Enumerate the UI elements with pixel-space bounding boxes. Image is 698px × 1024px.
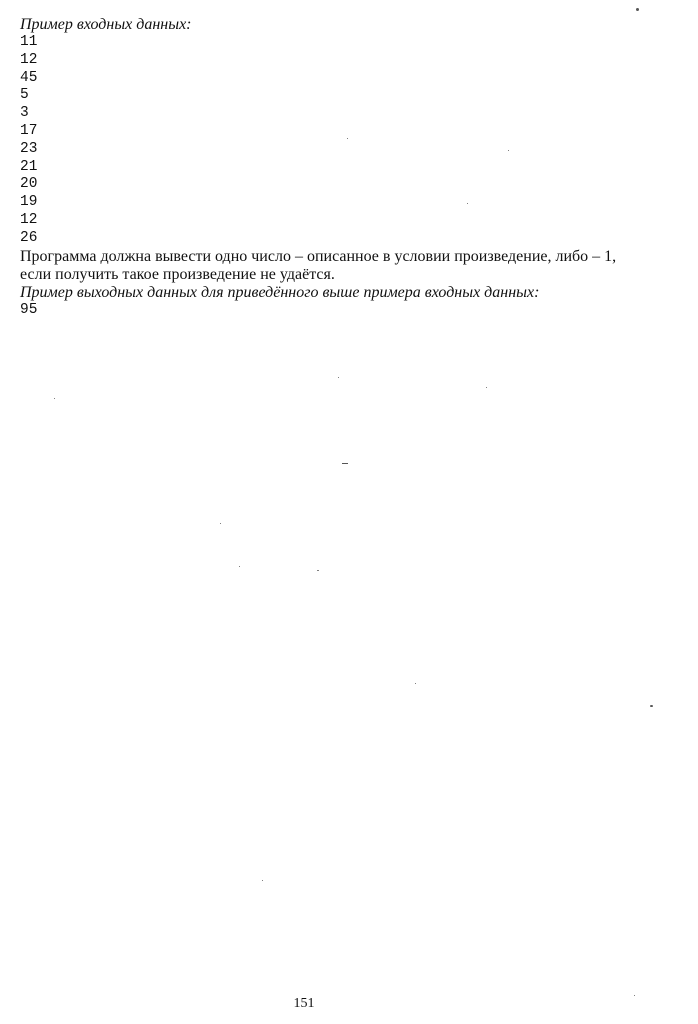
input-value: 19 xyxy=(20,194,38,211)
input-value: 26 xyxy=(20,229,38,246)
output-example-value: 95 xyxy=(20,302,38,318)
output-example-heading: Пример выходных данных для приведённого выше примера входных данных: xyxy=(20,284,540,301)
scan-speck xyxy=(338,377,339,378)
description-line: если получить такое произведение не удаётся. xyxy=(20,266,335,283)
scan-speck xyxy=(415,683,416,684)
input-value: 12 xyxy=(20,211,38,228)
input-example-heading: Пример входных данных: xyxy=(20,16,192,33)
scan-speck xyxy=(347,138,348,139)
input-value: 12 xyxy=(20,51,38,68)
scan-speck xyxy=(262,880,263,881)
input-value: 11 xyxy=(20,34,38,50)
scan-speck xyxy=(650,705,653,707)
output-description xyxy=(20,248,660,302)
input-value: 3 xyxy=(20,105,29,122)
input-value: 21 xyxy=(20,158,38,175)
scan-speck xyxy=(220,523,221,524)
input-value: 17 xyxy=(20,122,38,139)
description-line: Программа должна вывести одно число – описанное в условии произведение, либо – 1, xyxy=(20,248,617,265)
scan-speck xyxy=(317,570,319,571)
scan-speck xyxy=(508,150,509,151)
input-value: 23 xyxy=(20,140,38,157)
scan-speck xyxy=(467,203,468,204)
scan-speck xyxy=(54,398,55,399)
input-value: 20 xyxy=(20,176,38,193)
input-example-list xyxy=(20,34,37,248)
scan-speck xyxy=(486,387,487,388)
scan-speck xyxy=(634,995,635,996)
scan-speck xyxy=(636,8,639,11)
scan-speck xyxy=(239,566,240,567)
input-value: 5 xyxy=(20,87,29,104)
input-value: 45 xyxy=(20,69,38,86)
page-number: 151 xyxy=(293,996,315,1011)
scan-speck xyxy=(342,463,348,464)
